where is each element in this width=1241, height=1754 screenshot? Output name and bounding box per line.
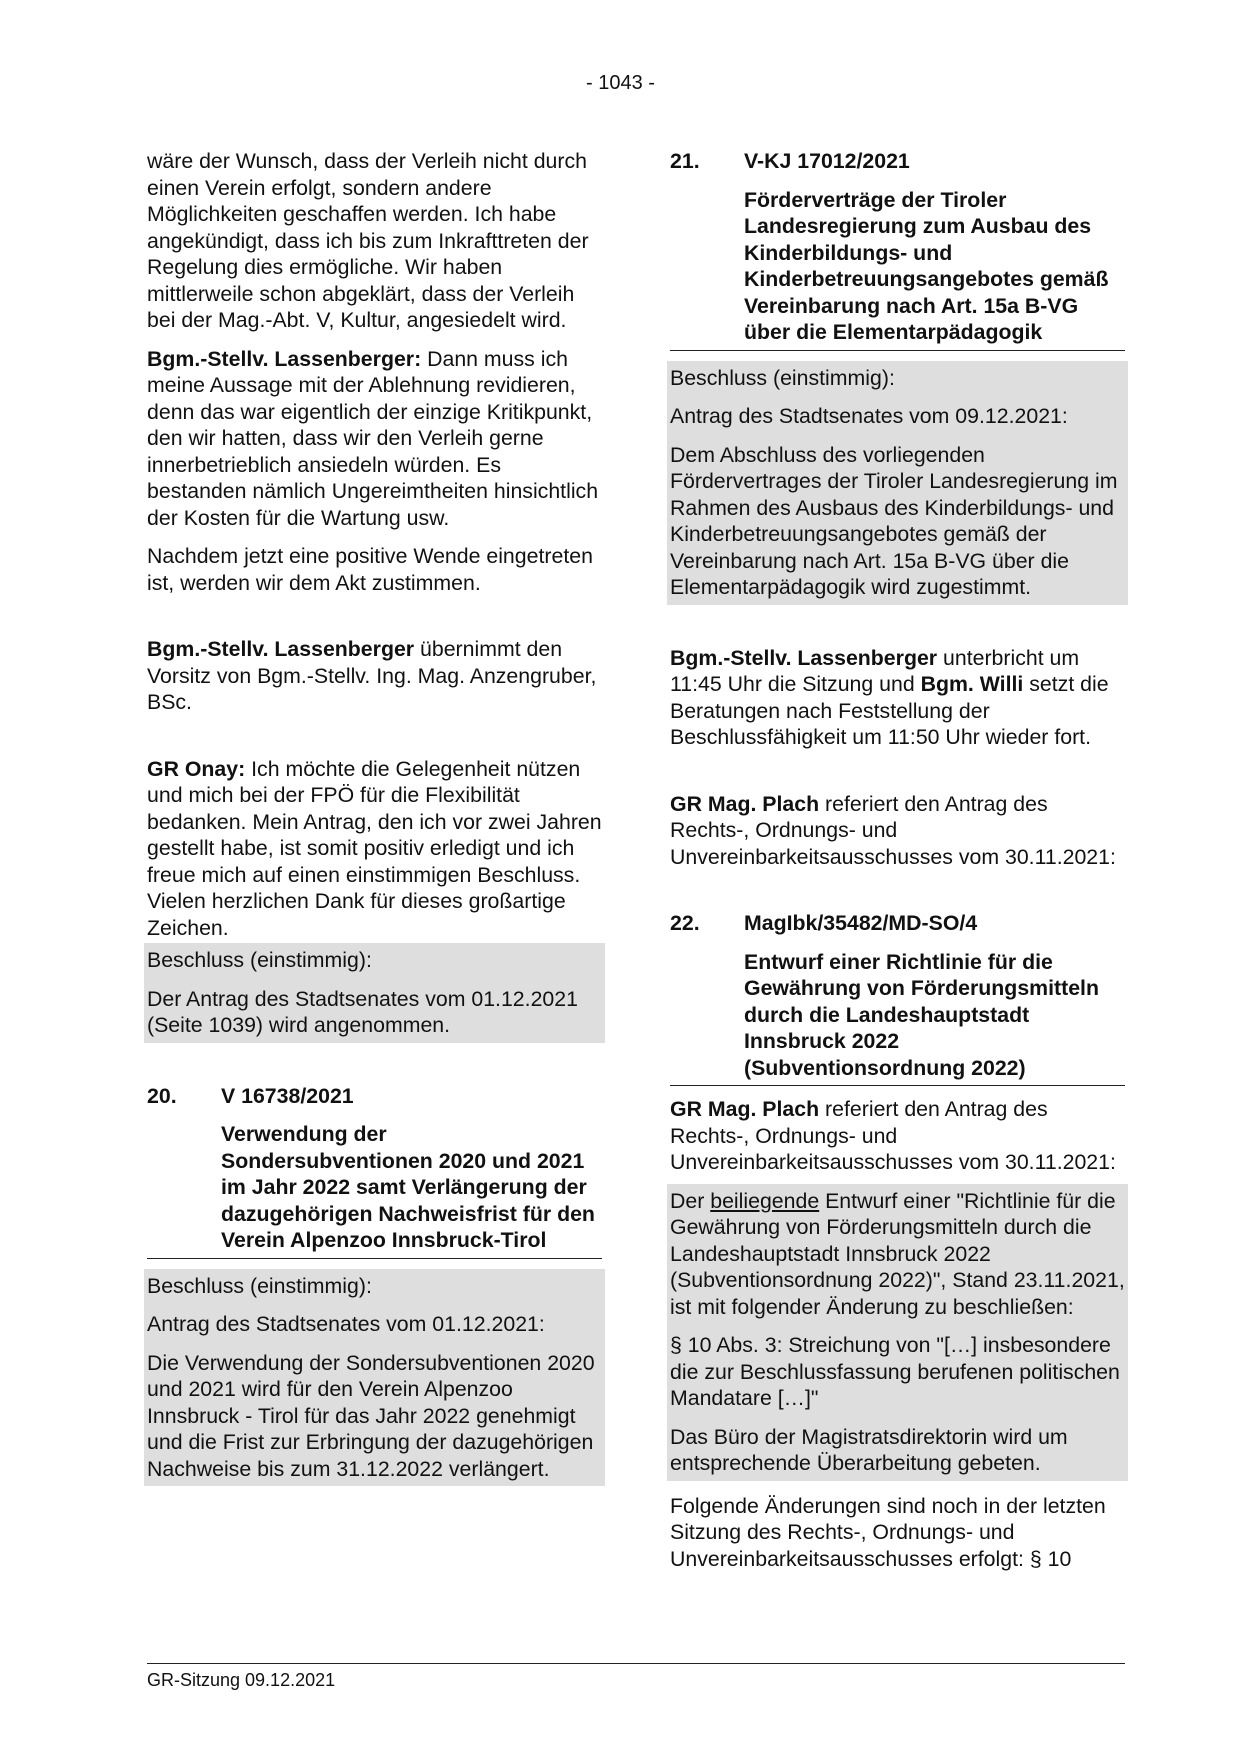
agenda-number: 20. (147, 1083, 177, 1108)
resolution-text: Dem Abschluss des vorliegenden Fördervertrages der Tiroler Landesregierung im Rahmen des Ausbaus des Kinderbildungs- und Kinderbetreuungsangebotes gemäß der Vereinbarung nach Art. 15a B-VG über die Elementarpädagogik wird zugestimmt. (670, 442, 1118, 599)
speaker-name: Bgm.-Stellv. Lassenberger (670, 645, 938, 670)
agenda-item-heading (670, 148, 1125, 175)
resolution-text-part: Entwurf einer "Richtlinie für die Gewährung von Förderungsmitteln durch die Landeshauptstadt Innsbruck 2022 (Subventionsordnung 2022)", Stand 23.11.2021, ist mit folgender Änderung zu beschließen: (670, 1188, 1125, 1319)
paragraph (670, 791, 1125, 871)
agenda-item-heading (147, 1083, 602, 1110)
agenda-title: Förderverträge der Tiroler Landesregierung zum Ausbau des Kinderbildungs- und Kinderbetreuungsangebotes gemäß Vereinbarung nach Art. 15a B-VG über die Elementarpädagogik (670, 187, 1125, 351)
resolution-label: Beschluss (einstimmig): (147, 1273, 372, 1298)
speaker-name: GR Onay: (147, 756, 246, 781)
paragraph (147, 636, 602, 716)
speaker-name: Bgm.-Stellv. Lassenberger (147, 637, 415, 661)
agenda-number: 21. (670, 149, 700, 173)
agenda-reference: MagIbk/35482/MD-SO/4 (744, 911, 978, 935)
resolution-box (144, 943, 605, 1043)
speaker-name: GR Mag. Plach (670, 1097, 820, 1121)
paragraph-text: unterbricht um 11:45 Uhr die Sitzung und (670, 645, 1080, 696)
resolution-text (670, 1188, 1125, 1321)
speaker-name: Bgm.-Stellv. Lassenberger: (147, 346, 422, 371)
paragraph (147, 346, 602, 532)
resolution-box (667, 361, 1128, 605)
footer-session-date: GR-Sitzung 09.12.2021 (147, 1670, 336, 1690)
paragraph: Folgende Änderungen sind noch in der letzten Sitzung des Rechts-, Ordnungs- und Unvereinbarkeitsausschusses erfolgt: § 10 (670, 1493, 1106, 1571)
paragraph (670, 645, 1125, 751)
footer-divider (147, 1663, 1125, 1664)
underlined-word: beiliegende (710, 1188, 820, 1213)
paragraph: wäre der Wunsch, dass der Verleih nicht durch einen Verein erfolgt, sondern andere Möglichkeiten geschaffen werden. Ich habe angekündigt, dass ich bis zum Inkrafttreten der Regelung dies ermögliche. Wir haben mittlerweile schon abgeklärt, dass der Verleih bei der Mag.-Abt. V, Kultur, angesiedelt wird. (147, 149, 589, 332)
resolution-box (667, 1184, 1128, 1481)
paragraph (670, 1096, 1125, 1176)
speaker-name: Bgm. Willi (920, 672, 1024, 696)
paragraph-text: setzt die Beratungen nach Feststellung der Beschlussfähigkeit um 11:50 Uhr wieder fort. (670, 672, 1109, 749)
agenda-title: Verwendung der Sondersubventionen 2020 und 2021 im Jahr 2022 samt Verlängerung der dazugehörigen Nachweisfrist für den Verein Alpenzoo Innsbruck-Tirol (147, 1121, 602, 1259)
resolution-text: Die Verwendung der Sondersubventionen 2020 und 2021 wird für den Verein Alpenzoo Innsbruck - Tirol für das Jahr 2022 genehmigt und die Frist zur Erbringung der dazugehörigen Nachweise bis zum 31.12.2022 verlängert. (147, 1350, 595, 1481)
paragraph-text: referiert den Antrag des Rechts-, Ordnungs- und Unvereinbarkeitsausschusses vom 30.11.2021: (670, 1097, 1116, 1174)
agenda-title: Entwurf einer Richtlinie für die Gewährung von Förderungsmitteln durch die Landeshauptstadt Innsbruck 2022 (Subventionsordnung 2022) (670, 949, 1125, 1087)
left-column (147, 148, 602, 1486)
resolution-text: § 10 Abs. 3: Streichung von "[…] insbesondere die zur Beschlussfassung berufenen politischen Mandatare […]" (670, 1333, 1120, 1410)
resolution-label: Beschluss (einstimmig): (670, 365, 895, 390)
resolution-label: Beschluss (einstimmig): (147, 948, 372, 972)
speaker-name: GR Mag. Plach (670, 791, 820, 816)
page-number: - 1043 - (586, 72, 655, 94)
resolution-subtitle: Antrag des Stadtsenates vom 09.12.2021: (670, 404, 1068, 428)
agenda-item-heading (670, 910, 1125, 937)
paragraph (147, 756, 602, 942)
resolution-box (144, 1269, 605, 1487)
paragraph-text: übernimmt den Vorsitz von Bgm.-Stellv. Ing. Mag. Anzengruber, BSc. (147, 637, 597, 714)
paragraph-text: referiert den Antrag des Rechts-, Ordnungs- und Unvereinbarkeitsausschusses vom 30.11.2021: (670, 791, 1116, 869)
resolution-subtitle: Antrag des Stadtsenates vom 01.12.2021: (147, 1312, 545, 1336)
agenda-number: 22. (670, 911, 700, 935)
resolution-text-part: Der (670, 1188, 711, 1213)
resolution-text: Das Büro der Magistratsdirektorin wird um entsprechende Überarbeitung gebeten. (670, 1424, 1068, 1475)
right-column (670, 148, 1125, 1572)
resolution-text: Der Antrag des Stadtsenates vom 01.12.2021 (Seite 1039) wird angenommen. (147, 986, 578, 1037)
agenda-reference: V 16738/2021 (221, 1083, 354, 1108)
paragraph: Nachdem jetzt eine positive Wende eingetreten ist, werden wir dem Akt zustimmen. (147, 544, 593, 595)
paragraph-text: Dann muss ich meine Aussage mit der Ablehnung revidieren, denn das war eigentlich der einzige Kritikpunkt, den wir hatten, dass wir den Verleih gerne innerbetrieblich ansiedeln würden. Es bestanden nämlich Ungereimtheiten hinsichtlich der Kosten für die Wartung usw. (147, 346, 599, 530)
agenda-reference: V-KJ 17012/2021 (744, 149, 910, 173)
paragraph-text: Ich möchte die Gelegenheit nützen und mich bei der FPÖ für die Flexibilität bedanken. Mein Antrag, den ich vor zwei Jahren gestellt habe, ist somit positiv erledigt und ich freue mich auf einen einstimmigen Beschluss. Vielen herzlichen Dank für dieses großartige Zeichen. (147, 756, 602, 940)
